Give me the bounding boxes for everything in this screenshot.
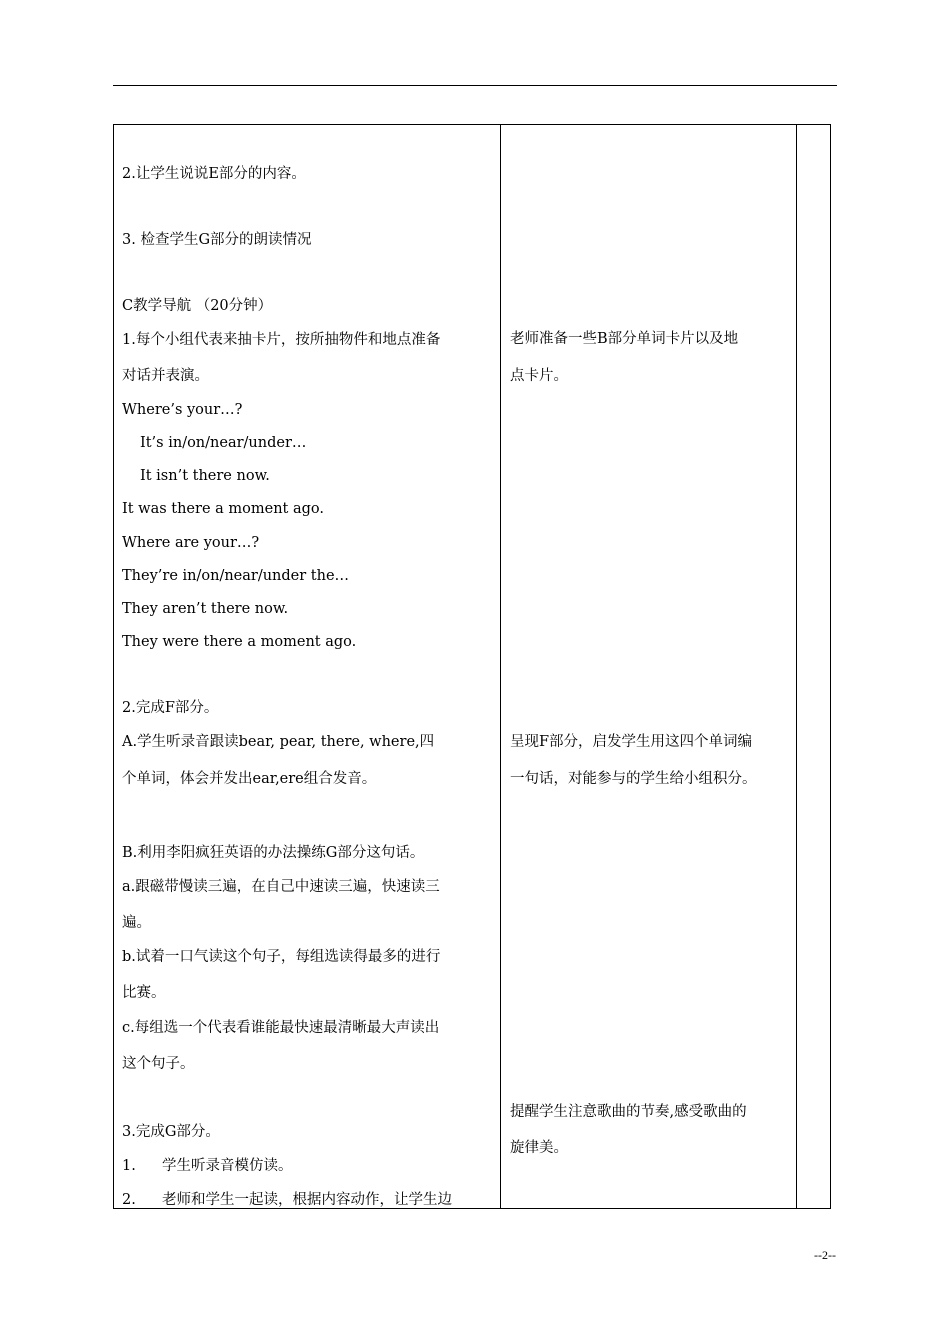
lesson-table — [113, 124, 831, 1209]
section-heading: C教学导航 （20分钟） — [122, 298, 273, 314]
step-line: 比赛。 — [122, 985, 166, 1001]
numbered-step — [122, 1157, 293, 1175]
dialogue-line: Where’s your…? — [122, 402, 243, 418]
step-line: B.利用李阳疯狂英语的办法操练G部分这句话。 — [122, 845, 425, 861]
header-rule — [113, 85, 837, 86]
dialogue-line: It’s in/on/near/under… — [140, 435, 307, 451]
step-line: A.学生听录音跟读bear, pear, there, where,四 — [122, 734, 435, 750]
step-line: 个单词，体会并发出ear,ere组合发音。 — [122, 771, 377, 787]
step-line: c.每组选一个代表看谁能最快速最清晰最大声读出 — [122, 1020, 440, 1036]
step-line: 1.每个小组代表来抽卡片，按所抽物件和地点准备 — [122, 332, 441, 348]
numbered-step — [122, 1191, 452, 1209]
step-line: 3.完成G部分。 — [122, 1124, 220, 1140]
page-number: --2-- — [814, 1248, 836, 1262]
step-number: 1. — [122, 1158, 136, 1174]
step-text: 学生听录音模仿读。 — [162, 1158, 293, 1174]
dialogue-line: They aren’t there now. — [122, 601, 289, 617]
dialogue-line: Where are your…? — [122, 535, 260, 551]
step-line: 2.让学生说说E部分的内容。 — [122, 166, 306, 182]
note-line: 老师准备一些B部分单词卡片以及地 — [510, 331, 739, 347]
dialogue-line: They’re in/on/near/under the… — [122, 568, 350, 584]
step-line: 这个句子。 — [122, 1056, 195, 1072]
dialogue-line: It was there a moment ago. — [122, 501, 324, 517]
step-line: 遍。 — [122, 915, 151, 931]
step-line: 3. 检查学生G部分的朗读情况 — [122, 232, 312, 248]
note-line: 提醒学生注意歌曲的节奏,感受歌曲的 — [510, 1104, 747, 1120]
step-number: 2. — [122, 1192, 136, 1208]
note-line: 呈现F部分，启发学生用这四个单词编 — [510, 734, 753, 750]
step-line: 对话并表演。 — [122, 368, 209, 384]
step-line: 2.完成F部分。 — [122, 700, 219, 716]
column-divider-1 — [500, 125, 501, 1208]
step-line: b.试着一口气读这个句子，每组选读得最多的进行 — [122, 949, 441, 965]
note-line: 点卡片。 — [510, 368, 568, 384]
column-divider-2 — [796, 125, 797, 1208]
step-text: 老师和学生一起读，根据内容动作，让学生边 — [162, 1192, 452, 1208]
note-line: 旋律美。 — [510, 1140, 568, 1156]
step-line: a.跟磁带慢读三遍，在自己中速读三遍，快速读三 — [122, 879, 440, 895]
dialogue-line: They were there a moment ago. — [122, 634, 357, 650]
dialogue-line: It isn’t there now. — [140, 468, 270, 484]
note-line: 一句话，对能参与的学生给小组积分。 — [510, 771, 757, 787]
